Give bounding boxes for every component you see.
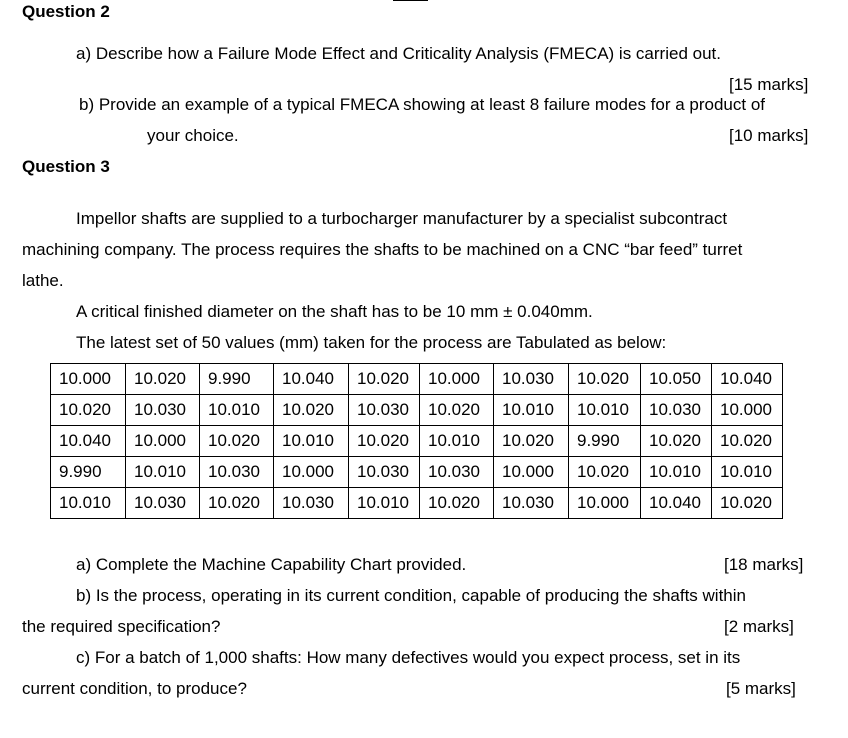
table-cell: 10.020: [712, 426, 783, 457]
table-cell: 10.040: [712, 364, 783, 395]
table-cell: 10.020: [569, 364, 641, 395]
q3-intro-line1: Impellor shafts are supplied to a turbocharger manufacturer by a specialist subcontract: [76, 209, 728, 228]
table-cell: 10.020: [641, 426, 712, 457]
table-cell: 10.000: [569, 488, 641, 519]
table-cell: 10.030: [494, 364, 569, 395]
table-cell: 10.010: [494, 395, 569, 426]
table-cell: 10.000: [494, 457, 569, 488]
table-cell: 10.000: [51, 364, 126, 395]
table-cell: 10.030: [274, 488, 349, 519]
table-cell: 10.040: [274, 364, 349, 395]
table-cell: 10.030: [420, 457, 494, 488]
table-cell: 10.000: [126, 426, 200, 457]
q3-intro-line3: lathe.: [22, 271, 64, 290]
table-cell: 10.010: [641, 457, 712, 488]
q3-part-b-line1: b) Is the process, operating in its current condition, capable of producing the shafts within: [76, 586, 746, 605]
table-cell: 10.030: [494, 488, 569, 519]
q2-part-a-marks: [15 marks]: [729, 75, 809, 94]
table-cell: 10.020: [200, 426, 274, 457]
table-cell: 10.020: [200, 488, 274, 519]
table-cell: 10.010: [569, 395, 641, 426]
table-cell: 10.000: [420, 364, 494, 395]
q2-part-a-text: a) Describe how a Failure Mode Effect and Criticality Analysis (FMECA) is carried out.: [76, 44, 721, 63]
q3-part-a-text: a) Complete the Machine Capability Chart provided.: [76, 555, 467, 574]
table-cell: 10.020: [420, 488, 494, 519]
table-cell: 10.020: [712, 488, 783, 519]
table-row: [51, 426, 783, 457]
q3-spec-line: A critical finished diameter on the shaft has to be 10 mm ± 0.040mm.: [76, 302, 593, 321]
question-2-heading: Question 2: [22, 2, 110, 21]
table-cell: 10.010: [200, 395, 274, 426]
q3-table-intro: The latest set of 50 values (mm) taken for the process are Tabulated as below:: [76, 333, 667, 352]
table-cell: 10.000: [274, 457, 349, 488]
q3-part-b-marks: [2 marks]: [724, 617, 794, 636]
table-cell: 10.040: [641, 488, 712, 519]
q3-intro-line2: machining company. The process requires the shafts to be machined on a CNC “bar feed” turret: [22, 240, 743, 259]
table-cell: 10.020: [349, 426, 420, 457]
q3-part-c-line1: c) For a batch of 1,000 shafts: How many defectives would you expect process, set in its: [76, 648, 741, 667]
q3-part-a-marks: [18 marks]: [724, 555, 804, 574]
table-cell: 10.030: [641, 395, 712, 426]
q2-part-b-line2: your choice.: [147, 126, 239, 145]
question-3-heading: Question 3: [22, 157, 110, 176]
table-cell: 10.020: [420, 395, 494, 426]
q2-part-b-marks: [10 marks]: [729, 126, 809, 145]
table-cell: 10.040: [51, 426, 126, 457]
q2-part-b-line1: b) Provide an example of a typical FMECA showing at least 8 failure modes for a product of: [79, 95, 766, 114]
table-row: [51, 364, 783, 395]
table-row: [51, 395, 783, 426]
q3-part-b-line2: the required specification?: [22, 617, 221, 636]
table-cell: 10.020: [274, 395, 349, 426]
table-cell: 9.990: [569, 426, 641, 457]
table-row: [51, 457, 783, 488]
table-cell: 9.990: [51, 457, 126, 488]
table-cell: 10.030: [126, 395, 200, 426]
table-cell: 10.030: [126, 488, 200, 519]
table-cell: 10.030: [349, 395, 420, 426]
table-cell: 9.990: [200, 364, 274, 395]
table-cell: 10.010: [420, 426, 494, 457]
table-cell: 10.020: [349, 364, 420, 395]
table-cell: 10.020: [51, 395, 126, 426]
q3-part-c-line2: current condition, to produce?: [22, 679, 247, 698]
table-cell: 10.050: [641, 364, 712, 395]
table-cell: 10.010: [126, 457, 200, 488]
table-cell: 10.020: [569, 457, 641, 488]
measurement-table: [50, 363, 783, 519]
table-cell: 10.010: [712, 457, 783, 488]
table-cell: 10.030: [200, 457, 274, 488]
table-cell: 10.010: [349, 488, 420, 519]
table-cell: 10.020: [494, 426, 569, 457]
table-cell: 10.010: [51, 488, 126, 519]
table-row: [51, 488, 783, 519]
table-cell: 10.030: [349, 457, 420, 488]
table-cell: 10.020: [126, 364, 200, 395]
table-cell: 10.000: [712, 395, 783, 426]
top-rule: [393, 0, 428, 1]
q3-part-c-marks: [5 marks]: [726, 679, 796, 698]
table-cell: 10.010: [274, 426, 349, 457]
